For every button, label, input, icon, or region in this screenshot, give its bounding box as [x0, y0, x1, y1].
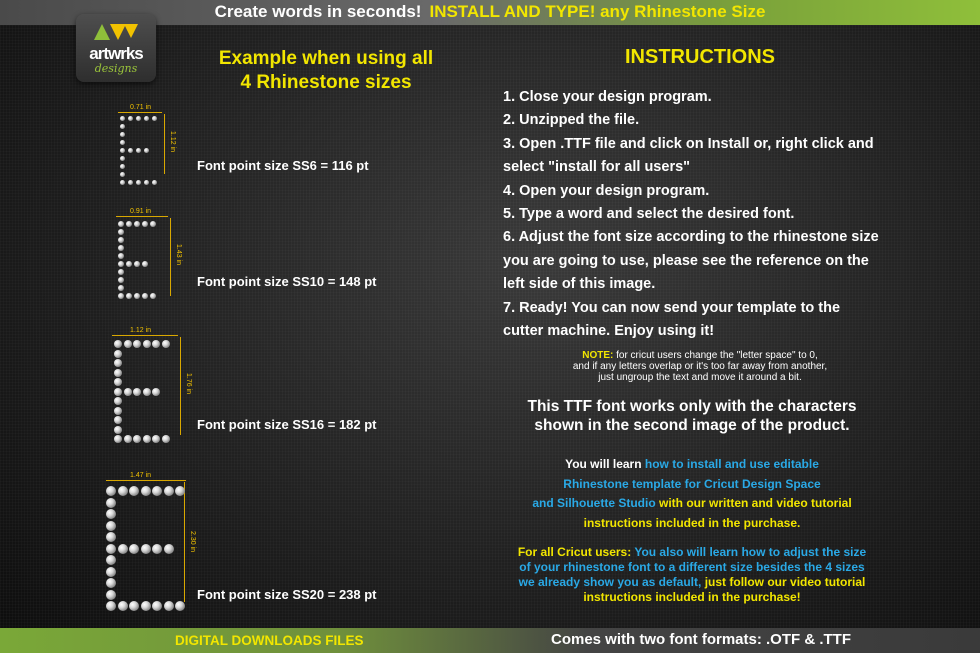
rhinestone-icon: [120, 148, 125, 153]
rhinestone-icon: [128, 180, 133, 185]
cricut-l3b: just follow our video tutorial: [701, 575, 866, 589]
rhinestone-icon: [143, 435, 151, 443]
rhinestone-icon: [136, 148, 141, 153]
note-label: NOTE:: [582, 350, 614, 361]
rhinestone-icon: [141, 601, 151, 611]
rhinestone-icon: [120, 172, 125, 177]
instructions-title: INSTRUCTIONS: [625, 46, 775, 68]
rhinestone-icon: [114, 397, 122, 405]
rhinestone-icon: [164, 486, 174, 496]
rhinestone-icon: [152, 486, 162, 496]
rhinestone-icon: [114, 359, 122, 367]
rhinestone-icon: [129, 544, 139, 554]
rhinestone-icon: [134, 261, 140, 267]
rhinestone-icon: [106, 498, 116, 508]
rhinestone-icon: [106, 601, 116, 611]
cricut-note: [520, 350, 880, 383]
rhinestone-icon: [106, 509, 116, 519]
rhinestone-sample-ss6: [112, 100, 182, 180]
rhinestone-icon: [118, 277, 124, 283]
tutorial-info: [505, 455, 879, 533]
rhinestone-icon: [152, 601, 162, 611]
rhinestone-icon: [141, 544, 151, 554]
height-dimension-line: [184, 482, 185, 602]
rhinestone-icon: [134, 221, 140, 227]
rhinestone-icon: [106, 532, 116, 542]
logo-subtitle: designs: [94, 62, 138, 75]
width-dimension-line: [112, 335, 178, 336]
rhinestone-icon: [118, 221, 124, 227]
ttf-compatibility-note: [505, 397, 879, 435]
rhinestone-icon: [124, 388, 132, 396]
rhinestone-icon: [106, 521, 116, 531]
instruction-line: 7. Ready! You can now send your template to the: [503, 299, 841, 316]
rhinestone-icon: [126, 261, 132, 267]
rhinestone-icon: [118, 544, 128, 554]
rhinestone-icon: [152, 544, 162, 554]
rhinestone-icon: [118, 601, 128, 611]
example-title-line2: 4 Rhinestone sizes: [240, 72, 412, 93]
rhinestone-icon: [106, 590, 116, 600]
rhinestone-icon: [136, 180, 141, 185]
rhinestone-icon: [118, 293, 124, 299]
rhinestone-icon: [120, 132, 125, 137]
instruction-line: 4. Open your design program.: [503, 182, 710, 199]
rhinestone-icon: [124, 340, 132, 348]
rhinestone-icon: [118, 486, 128, 496]
instruction-line: you are going to use, please see the reference on the: [503, 252, 869, 269]
learn-l2: Rhinestone template for Cricut Design Space: [563, 476, 821, 491]
rhinestone-icon: [114, 388, 122, 396]
rhinestone-icon: [114, 350, 122, 358]
learn-l3a: and Silhouette Studio: [532, 496, 656, 510]
rhinestone-icon: [152, 180, 157, 185]
font-size-label-ss20: Font point size SS20 = 238 pt: [197, 587, 377, 602]
rhinestone-icon: [136, 116, 141, 121]
rhinestone-icon: [144, 116, 149, 121]
instruction-line: 1. Close your design program.: [503, 89, 712, 105]
width-dimension-line: [106, 480, 186, 481]
rhinestone-icon: [162, 340, 170, 348]
learn-l1a: You will learn: [565, 457, 645, 471]
rhinestone-icon: [106, 567, 116, 577]
rhinestone-icon: [114, 407, 122, 415]
instruction-line: 6. Adjust the font size according to the rhinestone size: [503, 229, 879, 246]
header-white-text: Create words in seconds!: [214, 2, 422, 21]
rhinestone-icon: [142, 293, 148, 299]
rhinestone-icon: [114, 378, 122, 386]
rhinestone-icon: [106, 555, 116, 565]
rhinestone-icon: [120, 156, 125, 161]
cricut-l1a: For all Cricut users:: [517, 545, 635, 559]
rhinestone-icon: [142, 261, 148, 267]
rhinestone-icon: [133, 388, 141, 396]
rhinestone-icon: [152, 116, 157, 121]
example-title: [196, 47, 456, 95]
rhinestone-icon: [175, 486, 185, 496]
brand-logo: [76, 14, 156, 82]
rhinestone-icon: [118, 253, 124, 259]
instructions-steps: [503, 86, 883, 343]
rhinestone-sample-ss10: [110, 203, 190, 303]
rhinestone-icon: [114, 340, 122, 348]
footer-left-text: DIGITAL DOWNLOADS FILES: [175, 633, 364, 648]
rhinestone-icon: [128, 116, 133, 121]
note-line1: for cricut users change the "letter space" to 0,: [613, 350, 818, 361]
sample-height-label: 2.30 in: [189, 530, 197, 553]
rhinestone-icon: [118, 245, 124, 251]
learn-l3b: with our written and video tutorial: [655, 496, 852, 510]
rhinestone-icon: [134, 293, 140, 299]
instruction-line: 2. Unzipped the file.: [503, 112, 640, 129]
rhinestone-icon: [175, 601, 185, 611]
rhinestone-icon: [118, 229, 124, 235]
rhinestone-icon: [126, 221, 132, 227]
header-yellow-text: INSTALL AND TYPE! any Rhinestone Size: [429, 2, 766, 21]
font-size-label-ss16: Font point size SS16 = 182 pt: [197, 417, 377, 432]
sample-width-label: 0.91 in: [130, 208, 152, 215]
rhinestone-icon: [124, 435, 132, 443]
width-dimension-line: [118, 112, 162, 113]
learn-l1b: how to install and use editable: [644, 457, 819, 471]
cricut-l1b: You also will learn how to adjust the size: [634, 545, 867, 559]
rhinestone-sample-ss20: [100, 466, 210, 608]
rhinestone-icon: [144, 148, 149, 153]
cricut-l2: of your rhinestone font to a different size besides the 4 sizes: [519, 560, 865, 574]
learn-l4: instructions included in the purchase.: [583, 515, 801, 530]
rhinestone-icon: [118, 269, 124, 275]
sample-height-label: 1.12 in: [169, 130, 177, 153]
rhinestone-icon: [114, 416, 122, 424]
rhinestone-icon: [143, 388, 151, 396]
cricut-users-info: [503, 545, 881, 605]
rhinestone-icon: [118, 261, 124, 267]
works-line2: shown in the second image of the product.: [534, 417, 850, 434]
rhinestone-icon: [120, 116, 125, 121]
rhinestone-icon: [150, 221, 156, 227]
footer-banner: [0, 628, 980, 653]
rhinestone-icon: [120, 164, 125, 169]
footer-right-text: Comes with two font formats: .OTF & .TTF: [551, 631, 851, 648]
logo-name: artwrks: [89, 44, 143, 63]
height-dimension-line: [170, 218, 171, 296]
rhinestone-icon: [152, 340, 160, 348]
rhinestone-icon: [106, 544, 116, 554]
font-size-label-ss10: Font point size SS10 = 148 pt: [197, 274, 377, 289]
height-dimension-line: [180, 337, 181, 435]
logo-triangles-icon: [92, 20, 140, 42]
rhinestone-icon: [133, 340, 141, 348]
instruction-line: select "install for all users": [503, 159, 691, 176]
rhinestone-icon: [106, 578, 116, 588]
rhinestone-icon: [128, 148, 133, 153]
works-line1: This TTF font works only with the characters: [527, 398, 857, 415]
rhinestone-icon: [152, 388, 160, 396]
width-dimension-line: [116, 216, 168, 217]
rhinestone-icon: [114, 435, 122, 443]
rhinestone-icon: [120, 140, 125, 145]
font-size-label-ss6: Font point size SS6 = 116 pt: [197, 158, 369, 173]
rhinestone-icon: [129, 486, 139, 496]
rhinestone-sample-ss16: [106, 322, 201, 442]
rhinestone-icon: [120, 124, 125, 129]
rhinestone-icon: [114, 426, 122, 434]
rhinestone-icon: [118, 285, 124, 291]
rhinestone-icon: [106, 486, 116, 496]
sample-height-label: 1.76 in: [185, 372, 193, 395]
rhinestone-icon: [120, 180, 125, 185]
rhinestone-icon: [114, 369, 122, 377]
note-line2: and if any letters overlap or it's too far away from another,: [572, 361, 828, 372]
rhinestone-icon: [143, 340, 151, 348]
rhinestone-icon: [133, 435, 141, 443]
rhinestone-icon: [141, 486, 151, 496]
rhinestone-icon: [129, 601, 139, 611]
rhinestone-icon: [118, 237, 124, 243]
rhinestone-icon: [142, 221, 148, 227]
rhinestone-icon: [126, 293, 132, 299]
rhinestone-icon: [164, 544, 174, 554]
height-dimension-line: [164, 114, 165, 174]
rhinestone-icon: [150, 293, 156, 299]
sample-width-label: 1.47 in: [130, 472, 152, 479]
cricut-l4: instructions included in the purchase!: [583, 590, 801, 604]
rhinestone-icon: [144, 180, 149, 185]
instruction-line: cutter machine. Enjoy using it!: [503, 323, 715, 340]
note-line3: just ungroup the text and move it around a bit.: [598, 372, 802, 383]
instruction-line: 3. Open .TTF file and click on Install or, right click and: [503, 135, 874, 152]
cricut-l3a: we already show you as default,: [518, 575, 702, 589]
sample-width-label: 0.71 in: [130, 104, 152, 111]
sample-width-label: 1.12 in: [130, 327, 152, 334]
instruction-line: 5. Type a word and select the desired font.: [503, 206, 795, 223]
rhinestone-icon: [162, 435, 170, 443]
rhinestone-icon: [164, 601, 174, 611]
rhinestone-icon: [152, 435, 160, 443]
example-title-line1: Example when using all: [218, 48, 434, 69]
instruction-line: left side of this image.: [503, 276, 656, 293]
sample-height-label: 1.43 in: [175, 243, 183, 266]
